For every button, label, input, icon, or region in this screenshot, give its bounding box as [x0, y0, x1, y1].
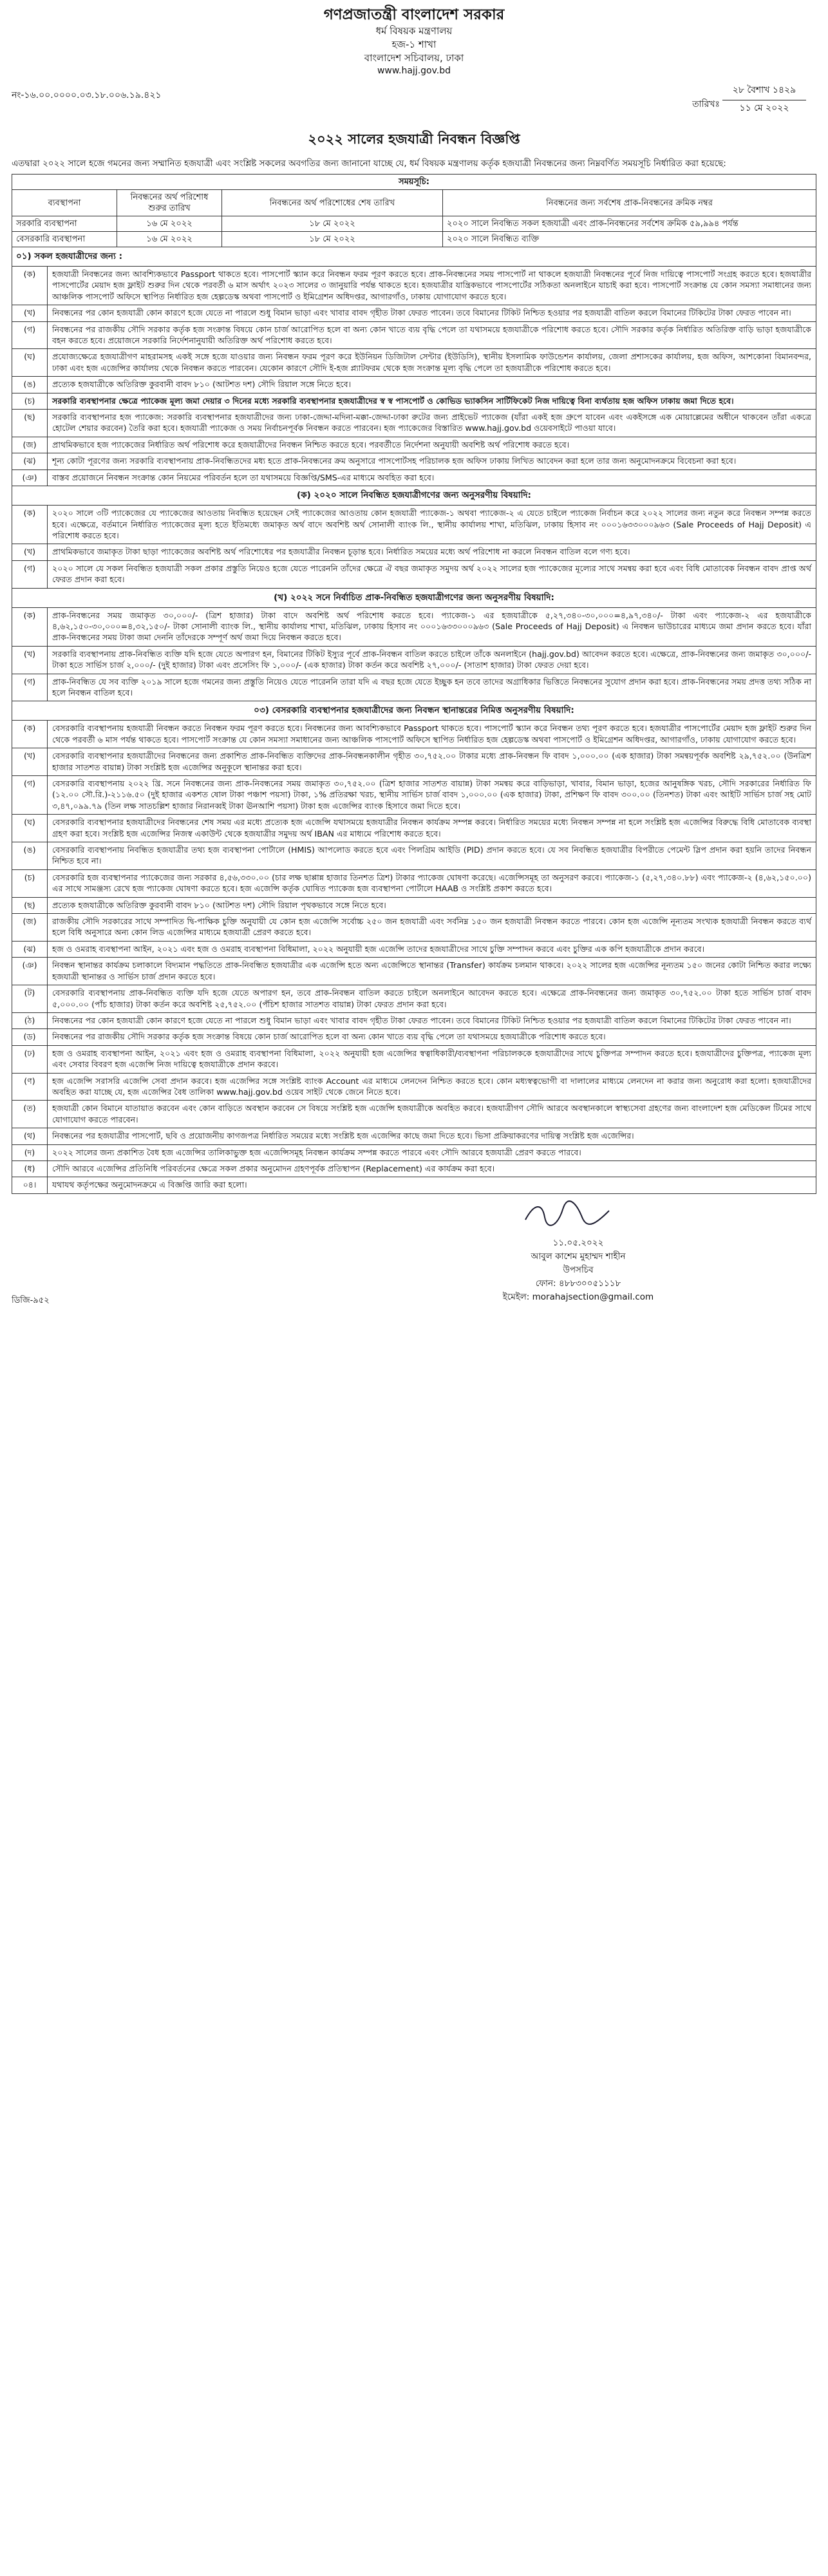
list-item [12, 958, 816, 985]
header-last-serial: নিবন্ধনের জন্য সর্বশেষ প্রাক-নিবন্ধনের ক্রমিক নম্বর [443, 190, 816, 216]
item-text: বেসরকারি ব্যবস্থাপনায় ২০২২ খ্রি. সনে নিবন্ধনের জন্য প্রাক-নিবন্ধনের সময় জমাকৃত ৩০,৭৫২.০০ (ত্রিশ হাজার সাতশত বায়ান্ন) টাকা সমন্বয় করে বাড়িভাড়া, খাবার, বিমান ভাড়া, হজের আনুষঙ্গিক খরচ, সৌদি সরকারের নির্ধারিত ফি (১২.০০ সৌ.রি.)-২১১৬.৫০ (দুই হাজার একশত ষোল টাকা পঞ্চাশ পয়সা) টাকা, ১% প্রতিরক্ষা খরচ, স্থানীয় সার্ভিস চার্জ বাবদ ১,০০০.০০ (এক হাজার) টাকা, প্রশিক্ষণ ফি বাবদ ৩০০.০০ (তিনশত) টাকা এবং আইটি সার্ভিস চার্জ সহ মোট ৩,৪৭,০৯৯.৭৯ (তিন লক্ষ সাতচল্লিশ হাজার নিরানব্বই টাকা ঊনআশি পয়সা) টাকা হজ এজেন্সির ব্যাংক হিসাবে জমা দিতে হবে। [52, 779, 811, 811]
header-end-date: নিবন্ধনের অর্থ পরিশোধের শেষ তারিখ [222, 190, 443, 216]
signatory-phone: ফোন: ৪৮৮৩০০৫১১১৮ [535, 1278, 621, 1289]
list-item [12, 1013, 816, 1029]
ministry-name: ধর্ম বিষয়ক মন্ত্রণালয় [375, 25, 453, 37]
list-item [12, 942, 816, 958]
signatory-designation: উপসচিব [563, 1264, 594, 1275]
item-text: প্রত্যেক হজযাত্রীকে অতিরিক্ত কুরবানী বাবদ ৮১০ (আটশত দশ) সৌদি রিয়াল সঙ্গে নিতে হবে। [52, 379, 352, 390]
item-label: (ক) [12, 506, 48, 544]
schedule-table [12, 174, 816, 247]
item-label: (জ) [12, 437, 48, 453]
item-label: (ঠ) [12, 1013, 48, 1028]
item-label: (গ) [12, 561, 48, 588]
item-text: সরকারি ব্যবস্থাপনার ক্ষেত্রে প্যাকেজ মূল্য জমা দেয়ার ৩ দিনের মধ্যে সরকারি ব্যবস্থাপনার হজযাত্রীদের স্ব স্ব পাসপোর্ট ও কোভিড ভ্যাকসিন সার্টিফিকেট নিজ দায়িত্বে বিনা ব্যর্থতায় হজ অফিস ঢাকায় জমা দিতে হবে। [52, 395, 734, 406]
item-label: (ড) [12, 1029, 48, 1045]
item-label: (দ) [12, 1145, 48, 1160]
date-label: তারিখঃ [692, 99, 720, 109]
item-label: (ঝ) [12, 453, 48, 469]
memo-number: নং-১৬.০০.০০০০.০৩.১৮.০০৬.১৯.৪২১ [12, 90, 162, 100]
section-heading: (খ) ২০২২ সনে নির্বাচিত প্রাক-নিবন্ধিত হজযাত্রীগণের জন্য অনুসরণীয় বিষয়াদি: [12, 589, 816, 608]
list-item [12, 377, 816, 393]
date-gregorian: ১১ মে ২০২২ [739, 103, 789, 113]
cell-last-serial: ২০২০ সালে নিবন্ধিত ব্যক্তি [443, 232, 816, 247]
schedule-header-row [12, 190, 816, 216]
item-label: (ঞ) [12, 470, 48, 486]
item-text: নিবন্ধনের পর রাজকীয় সৌদি সরকার কর্তৃক হজ সংক্রান্ত বিষয়ে কোন চার্জ আরোপিত হলে বা অন্য কোন খাতে ব্যয় বৃদ্ধি পেলে তা যথাসময়ে হজযাত্রীকে পরিশোধ করতে হবে। [52, 1032, 606, 1042]
item-label: (ঞ) [12, 958, 48, 985]
item-text: বেসরকারি ব্যবস্থাপনার হজযাত্রীদের নিবন্ধনের শেষ সময় এর মধ্যে প্রত্যেক হজ এজেন্সি যথাসময়ে হজযাত্রীর নিবন্ধন কার্যক্রম সম্পন্ন করবে। নির্ধারিত সময়ের মধ্যে নিবন্ধন সম্পন্ন না হলে সংশ্লিষ্ট হজ এজেন্সির বিরুদ্ধে বিধি মোতাবেক ব্যবস্থা গ্রহণ করা হবে। সংশ্লিষ্ট হজ এজেন্সির নিজস্ব একাউন্ট থেকে হজযাত্রীর সমুদয় অর্থ IBAN এর মাধ্যমে পরিশোধ করতে হবে। [52, 817, 811, 838]
signatory-email: ইমেইল: morahajsection@gmail.com [502, 1291, 654, 1302]
item-text: ২০২০ সালে ৩টি প্যাকেজের যে প্যাকেজের আওতায় নিবন্ধিত হয়েছেন সেই প্যাকেজের আওতায় কোন হজযাত্রী প্যাকেজ-১ অথবা প্যাকেজ-২ এ যেতে চাইলে প্যাকেজ নির্বাচন করে ২০২২ সালের জন্য নতুন করে নিবন্ধন সম্পন্ন করতে হবে। এক্ষেত্রে, বর্তমানে নির্ধারিত প্যাকেজের মূল্য হতে ইতিমধ্যে জমাকৃত অর্থ বাদে অবশিষ্ট অর্থ সোনালী ব্যাংক লি., স্থানীয় কার্যালয় শাখা, মতিঝিল, ঢাকায় হিসাব নং ০০০১৬৩৩০০০৯৬৩ (Sale Proceeds of Hajj Deposit) এ পরিশোধ করতে হবে। [52, 508, 811, 540]
list-item [12, 842, 816, 870]
list-item [12, 1074, 816, 1101]
item-text: শূন্য কোটা পূরণের জন্য সরকারি ব্যবস্থাপনায় প্রাক-নিবন্ধিতদের মধ্য হতে প্রাক-নিবন্ধনের ক্রম অনুসারে পাসপোর্টসহ পরিচালক হজ অফিস ঢাকায় লিখিত আবেদন করা হলে তার জন্য অনুমোদনক্রমে বিবেচনা করা হবে। [52, 456, 737, 466]
item-text: প্রত্যেক হজযাত্রীকে অতিরিক্ত কুরবানী বাবদ ৮১০ (আটশত দশ) সৌদি রিয়াল পৃথকভাবে সঙ্গে নিতে হবে। [52, 900, 386, 910]
item-text: নিবন্ধনের পর কোন হজযাত্রী কোন কারণে হজে যেতে না পারলে শুধু বিমান ভাড়া এবং খাবার বাবদ গৃহীত টাকা ফেরত পাবেন। তবে বিমানের টিকিট নিশ্চিত হওয়ার পর হজযাত্রী বাতিল করলে বিমানের টিকিটের টাকা ফেরত পাবেন না। [52, 1015, 791, 1025]
schedule-caption: সময়সূচি: [12, 175, 816, 190]
table-row [12, 232, 816, 247]
item-label: (খ) [12, 647, 48, 674]
list-item [12, 914, 816, 942]
item-label: (খ) [12, 544, 48, 560]
list-item [12, 674, 816, 702]
list-item [12, 1128, 816, 1144]
list-item [12, 1161, 816, 1177]
notice-title: ২০২২ সালের হজযাত্রী নিবন্ধন বিজ্ঞপ্তি [308, 131, 520, 147]
item-label: (জ) [12, 914, 48, 941]
item-text: প্রাক-নিবন্ধিত যে সব ব্যক্তি ২০১৯ সালে হজে গমনের জন্য প্রস্তুতি নিয়েও যেতে পারেননি তারা যদি এ বছর হজে যেতে ইচ্ছুক হন তবে তাদের অগ্রাধিকার ভিত্তিতে নিবন্ধনের সুযোগ প্রদান করা হবে। প্রাক-নিবন্ধনের সময় প্রদত্ত তথ্য সঠিক না হলে নিবন্ধন বাতিল হবে। [52, 676, 811, 697]
cell-management: সরকারি ব্যবস্থাপনা [12, 216, 117, 232]
list-item [12, 898, 816, 914]
cell-last-serial: ২০২০ সালে নিবন্ধিত সকল হজযাত্রী এবং প্রাক-নিবন্ধনের সর্বশেষ ক্রমিক ৫৯,৯৯৪ পর্যন্ত [443, 216, 816, 232]
item-label: (গ) [12, 776, 48, 814]
list-item [12, 267, 816, 305]
item-text: নিবন্ধনের পর কোন হজযাত্রী কোন কারণে হজে যেতে না পারলে শুধু বিমান ভাড়া এবং খাবার বাবদ গৃহীত টাকা ফেরত পাবেন। তবে বিমানের টিকিট নিশ্চিত হওয়ার পর হজযাত্রী বাতিল করলে বিমানের টিকিটের টাকা ফেরত পাবেন না। [52, 308, 791, 318]
letterhead [12, 5, 816, 77]
section-heading: (ক) ২০২০ সালে নিবন্ধিত হজযাত্রীগণের জন্য অনুসরণীয় বিষয়াদি: [12, 486, 816, 506]
item-text: বেসরকারি হজ ব্যবস্থাপনার প্যাকেজের জন্য সরকার ৪,৫৬,৩৩০.০০ (চার লক্ষ ছাপ্পান্ন হাজার তিনশত ত্রিশ) টাকার প্যাকেজ ঘোষণা করেছে। এজেন্সিসমূহ তা অনুসরণ করবে। প্যাকেজ-১ (৫,২৭,৩৪০.৮৮) এবং প্যাকেজ-২ (৪,৬২,১৫০.০০) এর সাথে সামঞ্জস্য রেখে হজ প্যাকেজ ঘোষণা করতে হবে। হজ এজেন্সি কর্তৃক ঘোষিত প্যাকেজ হজ ব্যবস্থাপনা পোর্টালে HAAB ও সংশ্লিষ্ট প্রকাশ করতে হবে। [52, 872, 811, 894]
signature-mark-icon [520, 1198, 617, 1230]
cell-management: বেসরকারি ব্যবস্থাপনা [12, 232, 117, 247]
item-text: হজযাত্রী কোন বিমানে যাতায়াত করবেন এবং কোন বাড়িতে অবস্থান করবেন সে বিষয়ে সংশ্লিষ্ট হজ এজেন্সি হজযাত্রীকে অবহিত করবে। হজযাত্রীগণ সৌদি আরবে অবস্থানকালে স্বাস্থ্যসেবা গ্রহণের জন্য বাংলাদেশ হজ মেডিকেল টিমের সাথে যোগাযোগ করতে পারবেন। [52, 1103, 811, 1124]
section-heading: ০১) সকল হজযাত্রীদের জন্য : [12, 247, 816, 267]
list-item [12, 1101, 816, 1128]
print-code: ডিজি-৯৫২ [12, 1295, 50, 1305]
item-label: (ছ) [12, 410, 48, 437]
item-label: (ত) [12, 1101, 48, 1128]
list-item [12, 815, 816, 842]
list-item [12, 561, 816, 589]
item-label: (থ) [12, 1128, 48, 1144]
list-item [12, 470, 816, 486]
list-item [12, 437, 816, 453]
item-label: (ক) [12, 267, 48, 305]
item-label: (ঙ) [12, 842, 48, 869]
item-text: বেসরকারি ব্যবস্থাপনায় হজযাত্রী নিবন্ধন করতে নিবন্ধন ফরম পূরণ করতে হবে। নিবন্ধনের জন্য আবশ্যিকভাবে Passport থাকতে হবে। পাসপোর্ট স্ক্যান করে নিবন্ধন তথ্য পূরণ করতে হবে। হজযাত্রীর পাসপোর্টের মেয়াদ হজ ফ্লাইট শুরুর দিন থেকে পরবর্তী ৬ মাস পর্যন্ত থাকতে হবে। পাসপোর্ট সংক্রান্ত যে কোন সমস্যা সমাধানের জন্য আঞ্চলিক পাসপোর্ট অফিসে স্থাপিত নির্ধারিত হজ হেল্পডেস্ক অথবা পাসপোর্ট ও ইমিগ্রেশন অধিদপ্তর, আগারগাঁও, ঢাকায় যোগাযোগ করতে হবে। [52, 723, 811, 744]
item-text: হজ ও ওমরাহ ব্যবস্থাপনা আইন, ২০২১ এবং হজ ও ওমরাহ ব্যবস্থাপনা বিধিমালা, ২০২২ অনুযায়ী হজ এজেন্সির স্বত্বাধিকারী/ব্যবস্থাপনা পরিচালককে হজযাত্রীদের সাথে চুক্তিপত্র সম্পাদন করতে হবে। হজযাত্রীদের চুক্তিপত্র, প্যাকেজ মূল্য এবং সেবার বিবরণ হজ এজেন্সি নিজ দায়িত্বে হজযাত্রীকে প্রদান করবে। [52, 1048, 811, 1070]
list-item [12, 305, 816, 321]
item-label: (ণ) [12, 1074, 48, 1101]
item-label: (ঙ) [12, 377, 48, 392]
item-label: (ক) [12, 721, 48, 748]
header-management: ব্যবস্থাপনা [12, 190, 117, 216]
item-label: (ধ) [12, 1161, 48, 1177]
item-text: যথাযথ কর্তৃপক্ষের অনুমোদনক্রমে এ বিজ্ঞপ্তি জারি করা হলো। [52, 1180, 247, 1190]
item-label: (ঘ) [12, 349, 48, 376]
item-label: (খ) [12, 748, 48, 775]
list-item [12, 647, 816, 674]
cell-start-date: ১৬ মে ২০২২ [117, 232, 222, 247]
item-label: (ঝ) [12, 942, 48, 957]
list-item [12, 506, 816, 544]
item-text: হজ এজেন্সি সরাসরি এজেন্সি সেবা প্রদান করবে। হজ এজেন্সির সঙ্গে সংশ্লিষ্ট ব্যাংক Account এর মাধ্যমে লেনদেন নিশ্চিত করতে হবে। কোন মধ্যস্বত্বভোগী বা দালালের মাধ্যমে লেনদেন না করার জন্য অনুরোধ করা হলো। হজযাত্রীদের অবহিত করা যাচ্ছে যে, হজ এজেন্সির বৈধ তালিকা www.hajj.gov.bd ওয়েব সাইট থেকে জেনে নিতে হবে। [52, 1075, 811, 1097]
list-item [12, 322, 816, 350]
item-label: (চ) [12, 393, 48, 409]
item-text: বেসরকারি ব্যবস্থাপনায় নিবন্ধিত হজযাত্রীর তথ্য হজ ব্যবস্থাপনা পোর্টালে (HMIS) আপলোড করতে হবে এবং পিলগ্রিম আইডি (PID) প্রদান করতে হবে। যে সব নিবন্ধিত হজযাত্রীর বিপরীতে পেমেন্ট স্লিপ প্রদান করা হয়নি তাদের নিবন্ধন নিশ্চিত হবে না। [52, 845, 811, 866]
signatory-name: আবুল কাশেম মুহাম্মদ শাহীন [531, 1251, 626, 1262]
item-text: প্রাক-নিবন্ধনের সময় জমাকৃত ৩০,০০০/- (ত্রিশ হাজার) টাকা বাদে অবশিষ্ট অর্থ পরিশোধ করতে হবে। প্যাকেজ-১ এর হজযাত্রীকে ৫,২৭,৩৪০-৩০,০০০=৪,৯৭,৩৪০/- টাকা এবং প্যাকেজ-২ এর হজযাত্রীকে ৪,৬২,১৫০-৩০,০০০=৪,৩২,১৫০/- টাকা সোনালী ব্যাংক লি., স্থানীয় কার্যালয় শাখা, মতিঝিল, ঢাকায় হিসাব নং ০০০১৬৩৩০০০৯৬৩ (Sale Proceeds of Hajj Deposit) এ নিবন্ধন ভাউচারের মাধ্যমে জমা প্রদান করতে হবে। যাঁরা প্রাক-নিবন্ধনের সময় টাকা জমা দেননি তাঁদেরকে সম্পূর্ণ অর্থ জমা দিয়ে নিবন্ধন করতে হবে। [52, 610, 811, 643]
list-item [12, 410, 816, 437]
date-bangla: ২৮ বৈশাখ ১৪২৯ [722, 82, 806, 100]
list-item [12, 870, 816, 898]
list-item [12, 1177, 816, 1193]
item-label: (গ) [12, 322, 48, 349]
list-item [12, 349, 816, 377]
item-text: বেসরকারি ব্যবস্থাপনায় প্রাক-নিবন্ধিত ব্যক্তি যদি হজে যেতে অপারগ হন, তবে প্রাক-নিবন্ধন বাতিল করতে চাইলে অনলাইনে আবেদন করতে হবে। এক্ষেত্রে প্রাক-নিবন্ধনের জন্য জমাকৃত ৩০,৭৫২.০০ টাকা হতে সার্ভিস চার্জ বাবদ ৫,০০০.০০ (পাঁচ হাজার) টাকা কর্তন করে অবশিষ্ট ২৫,৭৫২.০০ (পঁচিশ হাজার সাতশত বায়ান্ন) টাকা ফেরত প্রদান করা হবে। [52, 988, 811, 1009]
intro-paragraph: এতদ্বারা ২০২২ সালে হজে গমনের জন্য সম্মানিত হজযাত্রী এবং সংশ্লিষ্ট সকলের অবগতির জন্য জানানো যাচ্ছে যে, ধর্ম বিষয়ক মন্ত্রণালয় কর্তৃক হজযাত্রী নিবন্ধনের জন্য নিম্নবর্ণিত সময়সূচি নির্ধারিত করা হয়েছে: [12, 158, 726, 169]
item-label: (ট) [12, 985, 48, 1012]
government-name: গণপ্রজাতন্ত্রী বাংলাদেশ সরকার [323, 6, 505, 23]
cell-start-date: ১৬ মে ২০২২ [117, 216, 222, 232]
item-text: ২০২০ সালে যে সকল নিবন্ধিত হজযাত্রী সকল প্রকার প্রস্তুতি নিয়েও হজে যেতে পারেননি তাঁদের ক্ষেত্রে ঐ বছর জমাকৃত সমুদয় অর্থ ২০২২ সালের হজ প্যাকেজের মূল্যের সাথে সমন্বয় করা হবে এবং বিধি মোতাবেক নিবন্ধন বাবদ প্রাপ্ত অর্থ ফেরত প্রদান করা হবে। [52, 563, 811, 585]
cell-end-date: ১৮ মে ২০২২ [222, 216, 443, 232]
list-item [12, 453, 816, 469]
table-row [12, 216, 816, 232]
item-text: সরকারি ব্যবস্থাপনায় প্রাক-নিবন্ধিত ব্যক্তি যদি হজে যেতে অপারগ হন, বিমানের টিকিট ইস্যুর পূর্বে প্রাক-নিবন্ধন বাতিল করতে চাইলে তাঁকে অনলাইনে (hajj.gov.bd) আবেদন করতে হবে। এক্ষেত্রে, প্রাক-নিবন্ধনের জন্য জমাকৃত ৩০,০০০/- টাকা হতে সার্ভিস চার্জ ২,০০০/- (দুই হাজার) টাকা এবং প্রসেসিং ফি ১,০০০/- (এক হাজার) টাকা কর্তন করে অবশিষ্ট ২৭,০০০/- (সাতাশ হাজার) টাকা ফেরত দেয়া হবে। [52, 649, 811, 670]
list-item [12, 721, 816, 748]
section-heading: ০৩) বেসরকারি ব্যবস্থাপনার হজযাত্রীদের জন্য নিবন্ধন স্থানান্তরের নিমিত্ত অনুসরণীয় বিষয়াদি: [12, 701, 816, 721]
signed-date: ১১.০৫.২০২২ [552, 1237, 604, 1248]
office-address: বাংলাদেশ সচিবালয়, ঢাকা [364, 52, 464, 64]
item-text: ২০২২ সালের জন্য প্রকাশিত বৈধ হজ এজেন্সির তালিকাভুক্ত হজ এজেন্সিসমূহ নিবন্ধন কার্যক্রম সম্পন্ন করতে পারবে এবং সৌদি আরবে হজযাত্রী প্রেরণ করতে পারবে। [52, 1147, 581, 1157]
cell-end-date: ১৮ মে ২০২২ [222, 232, 443, 247]
list-item [12, 608, 816, 647]
item-text: সরকারি ব্যবস্থাপনার হজ প্যাকেজ: সরকারি ব্যবস্থাপনার হজযাত্রীদের জন্য ঢাকা-জেদ্দা-মদিনা-মক্কা-জেদ্দা-ঢাকা রুটের জন্য প্রাইভেট প্যাকেজ (যাঁরা একই হজ গ্রুপে যাবেন এবং একইসঙ্গে এক মোয়াল্লেমের অধীনে থাকবেন তাঁরা একত্রে হোটেল শেয়ার করবেন) তৈরি করা হবে। হজযাত্রী প্যাকেজ ও সময় নির্বাচনপূর্বক নিবন্ধন করতে পারবেন। হজ প্যাকেজের বিস্তারিত www.hajj.gov.bd ওয়েবসাইটে পাওয়া যাবে। [52, 412, 811, 433]
list-item [12, 1029, 816, 1045]
item-label: (ছ) [12, 898, 48, 913]
website: www.hajj.gov.bd [377, 66, 451, 76]
list-item [12, 544, 816, 560]
item-text: হজ ও ওমরাহ ব্যবস্থাপনা আইন, ২০২১ এবং হজ ও ওমরাহ ব্যবস্থাপনা বিধিমালা, ২০২২ অনুযায়ী হজ এজেন্সি তাদের হজযাত্রীদের সাথে চুক্তি সম্পাদন করবে এবং চুক্তির এক কপি হজযাত্রীকে প্রদান করবে। [52, 943, 705, 954]
item-text: সৌদি আরবে এজেন্সির প্রতিনিধি পরিবর্তনের ক্ষেত্রে সকল প্রকার অনুমোদন গ্রহণপূর্বক প্রতিস্থাপন (Replacement) এর কার্যক্রম করা হবে। [52, 1163, 495, 1173]
item-text: প্রাথমিকভাবে হজ প্যাকেজের নির্ধারিত অর্থ পরিশোধ করে হজযাত্রীদের নিবন্ধন নিশ্চিত করতে হবে। পরবর্তীতে নির্দেশনা অনুযায়ী অবশিষ্ট অর্থ পরিশোধ করতে হবে। [52, 439, 570, 450]
item-text: নিবন্ধনের পর রাজকীয় সৌদি সরকার কর্তৃক হজ সংক্রান্ত বিষয়ে কোন চার্জ আরোপিত হলে বা অন্য কোন খাতে ব্যয় বৃদ্ধি পেলে তা যথাসময়ে হজযাত্রীকে পরিশোধ করতে হবে। সৌদি সরকার কর্তৃক নির্ধারিত অতিরিক্ত বাড়ি ভাড়া হজযাত্রীকে বহন করতে হবে। প্রয়োজনে সরকারি নির্দেশনানুযায়ী অতিরিক্ত অর্থ পরিশোধ করতে হবে। [52, 324, 811, 346]
list-item [12, 1145, 816, 1161]
item-label: ০৪। [12, 1177, 48, 1193]
item-text: রাজকীয় সৌদি সরকারের সাথে সম্পাদিত দ্বি-পাক্ষিক চুক্তি অনুযায়ী যে কোন হজ এজেন্সি সর্বোচ্চ ২৫০ জন হজযাত্রী এবং সর্বনিম্ন ১৫০ জন হজযাত্রী নিবন্ধন করতে পারবে। কোন হজ এজেন্সি নূন্যতম সংখ্যক হজযাত্রী নিবন্ধন করতে ব্যর্থ হলে বিধি অনুসারে অন্য কোন লিড এজেন্সির মাধ্যমে হজযাত্রী প্রেরণ করতে হবে। [52, 916, 811, 938]
item-label: (চ) [12, 870, 48, 897]
list-item [12, 1046, 816, 1074]
item-text: বাস্তব প্রয়োজনে নিবন্ধন সংক্রান্ত কোন নিয়মের পরিবর্তন হলে তা যথাসময়ে বিজ্ঞপ্তি/SMS-এর মাধ্যমে অবহিত করা হবে। [52, 472, 435, 482]
item-text: বেসরকারি ব্যবস্থাপনার হজযাত্রীদের নিবন্ধনের জন্য প্রকাশিত প্রাক-নিবন্ধিত ব্যক্তিদের প্রাক-নিবন্ধনকালীন গৃহীত ৩০,৭৫২.০০ টাকার মধ্যে প্রাক-নিবন্ধন ফি বাবদ ১,০০০.০০ (এক হাজার) টাকা সমন্বয়পূর্বক অবশিষ্ট ২৯,৭৫২.০০ (উনত্রিশ হাজার সাতশত বায়ান্ন) টাকা সংশ্লিষ্ট হজ এজেন্সির অনুকূলে স্থানান্তর করা হবে। [52, 751, 811, 772]
page-footer [12, 1291, 816, 1316]
list-item [12, 776, 816, 815]
item-label: (খ) [12, 305, 48, 321]
branch-name: হজ-১ শাখা [391, 39, 437, 50]
item-text: প্রযোজ্যক্ষেত্রে হজযাত্রীগণ মাহরামসহ একই সঙ্গে হজে যাওয়ার জন্য নিবন্ধন ফরম পূরণ করে ইউনিয়ন ডিজিটাল সেন্টার (ইউডিসি), স্থানীয় ইসলামিক ফাউন্ডেশন কার্যালয়, জেলা প্রশাসকের কার্যালয়, হজ অফিস, আশকোনা বিমানবন্দর, ঢাকা এবং হজ এজেন্সির কার্যালয় থেকে নিবন্ধন করতে পারবেন। যেকোন কারণে সৌদি ই-হজ প্ল্যাটফরম থেকে হজ সংক্রান্ত মূল্য বৃদ্ধি পেলে তা হজযাত্রীকে পরিশোধ করতে হবে। [52, 352, 811, 373]
item-text: নিবন্ধন স্থানান্তর কার্যক্রম চলাকালে বিদ্যমান পদ্ধতিতে প্রাক-নিবন্ধিত হজযাত্রীর এক এজেন্সি হতে অন্য এজেন্সিতে স্থানান্তর (Transfer) কার্যক্রম চলমান থাকবে। ২০২২ সালের হজ এজেন্সির নূন্যতম ১৫০ জনের কোটা নিশ্চিত করার লক্ষ্যে হজযাত্রী স্থানান্তর ও সার্ভিস চার্জ প্রদান করতে হবে। [52, 960, 811, 981]
list-item [12, 985, 816, 1013]
notice-sections [12, 247, 816, 1194]
item-text: হজযাত্রী নিবন্ধনের জন্য আবশ্যিকভাবে Passport থাকতে হবে। পাসপোর্ট স্ক্যান করে নিবন্ধন ফরম পূরণ করতে হবে। প্রাক-নিবন্ধনের সময় পাসপোর্ট না থাকলে হজযাত্রী নিবন্ধনের পূর্বে নিজ দায়িত্বে পাসপোর্ট সংগ্রহ করতে হবে। হজযাত্রীর পাসপোর্টের মেয়াদ হজ ফ্লাইট শুরুর দিন থেকে পরবর্তী ৬ মাস অর্থাৎ ২০২৩ সালের ৩ জানুয়ারি পর্যন্ত থাকতে হবে। হজযাত্রীর যান্ত্রিকভাবে পাসপোর্টের সঠিকতা অনলাইনে যাচাই করা হবে। পাসপোর্ট সংক্রান্ত যে কোন সমস্যা সমাধানের জন্য আঞ্চলিক পাসপোর্ট অফিসে স্থাপিত নির্ধারিত হজ হেল্পডেস্ক অথবা পাসপোর্ট ও ইমিগ্রেশন অধিদপ্তর, আগারগাঁও, ঢাকায় যোগাযোগ করতে হবে। [52, 269, 811, 301]
item-label: (গ) [12, 674, 48, 701]
item-label: (ঘ) [12, 815, 48, 842]
list-item [12, 393, 816, 410]
memo-line [12, 81, 816, 120]
item-label: (ক) [12, 608, 48, 646]
header-start-date: নিবন্ধনের অর্থ পরিশোধ শুরুর তারিখ [117, 190, 222, 216]
item-text: প্রাথমিকভাবে জমাকৃত টাকা ছাড়া প্যাকেজের অবশিষ্ট অর্থ পরিশোধের পর হজযাত্রীর নিবন্ধন চূড়ান্ত হবে। নির্ধারিত সময়ের মধ্যে অর্থ পরিশোধ না করলে নিবন্ধন বাতিল বলে গণ্য হবে। [52, 547, 630, 557]
list-item [12, 748, 816, 776]
item-label: (ঢ) [12, 1046, 48, 1073]
item-text: নিবন্ধনের পর হজযাত্রীর পাসপোর্ট, ছবি ও প্রয়োজনীয় কাগজপত্র নির্ধারিত সময়ের মধ্যে সংশ্লিষ্ট হজ এজেন্সির কাছে জমা দিতে হবে। ভিসা প্রক্রিয়াকরণের দায়িত্ব সংশ্লিষ্ট হজ এজেন্সির। [52, 1131, 634, 1141]
